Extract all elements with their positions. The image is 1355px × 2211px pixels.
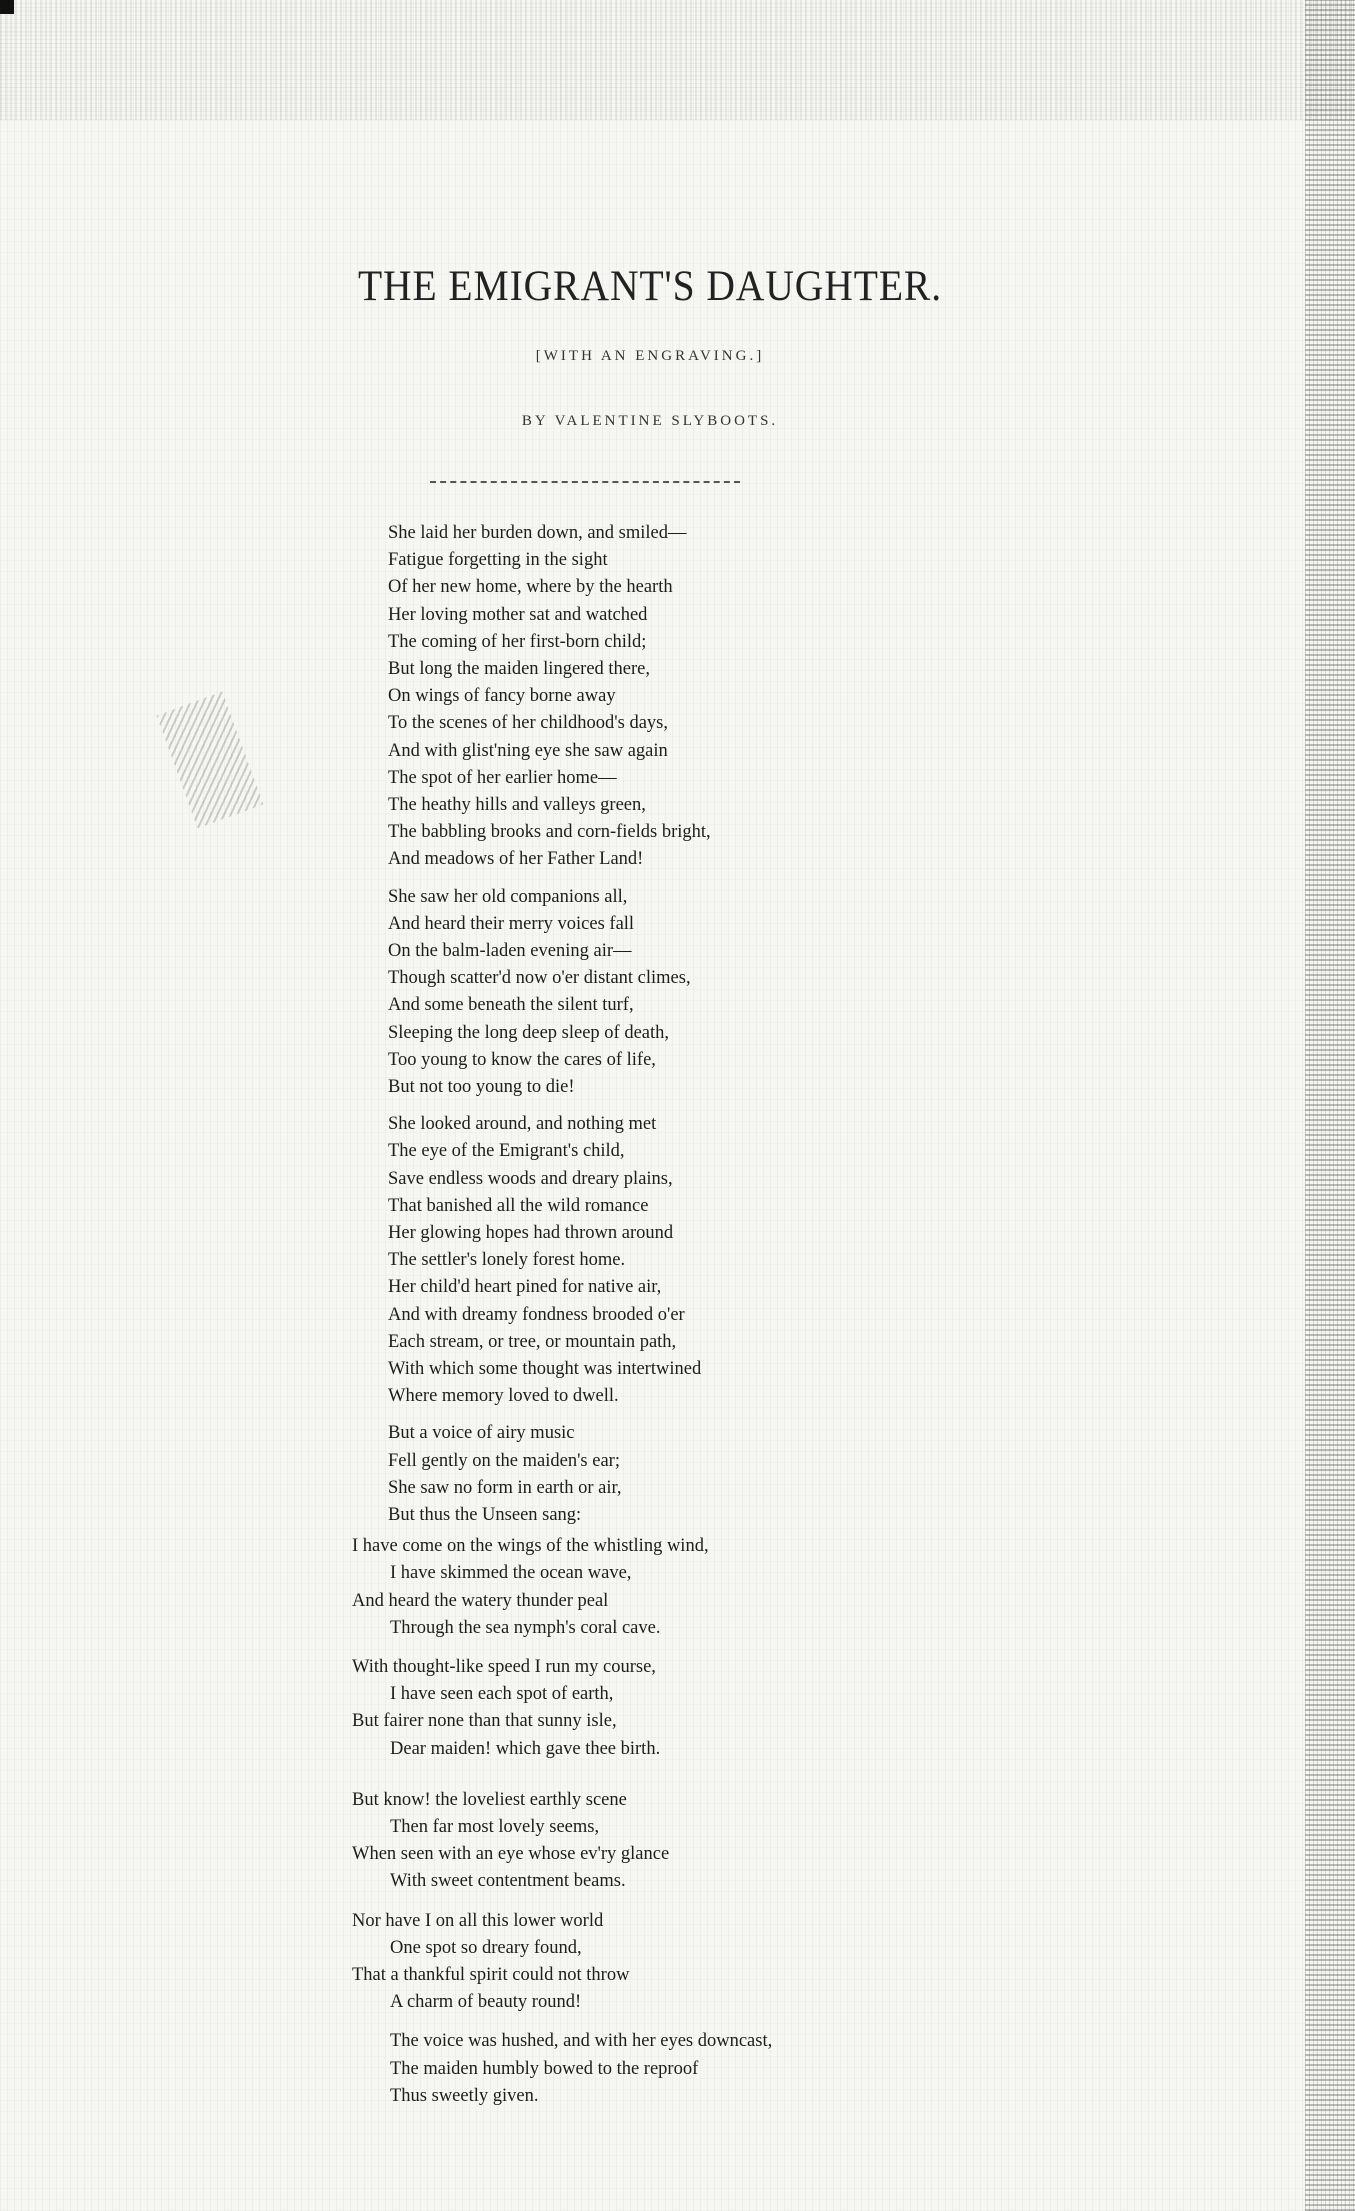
poem-line: Fell gently on the maiden's ear; bbox=[388, 1450, 620, 1471]
poem-line: Each stream, or tree, or mountain path, bbox=[388, 1331, 677, 1352]
poem-line: Of her new home, where by the hearth bbox=[388, 577, 673, 598]
poem-line: I have skimmed the ocean wave, bbox=[390, 1563, 632, 1584]
poem-line: And some beneath the silent turf, bbox=[388, 995, 634, 1016]
poem-line: With thought-like speed I run my course, bbox=[352, 1657, 656, 1677]
page-title: THE EMIGRANT'S DAUGHTER. bbox=[357, 263, 943, 310]
poem-line: The heathy hills and valleys green, bbox=[388, 795, 646, 815]
poem-line: But not too young to die! bbox=[388, 1077, 575, 1097]
poem-line: When seen with an eye whose ev'ry glance bbox=[352, 1844, 670, 1865]
poem-line: The babbling brooks and corn-fields bright, bbox=[388, 822, 711, 843]
poem-line: Save endless woods and dreary plains, bbox=[388, 1168, 673, 1189]
poem-line: On wings of fancy borne away bbox=[388, 686, 616, 707]
poem-line: The maiden humbly bowed to the reproof bbox=[390, 2058, 699, 2079]
poem-line: The settler's lonely forest home. bbox=[388, 1250, 626, 1271]
poem-line: A charm of beauty round! bbox=[390, 1992, 582, 2013]
poem-line: Her child'd heart pined for native air, bbox=[388, 1277, 662, 1298]
poem-line: Through the sea nymph's coral cave. bbox=[390, 1617, 661, 1638]
poem-line: But long the maiden lingered there, bbox=[388, 659, 651, 679]
poem-line: Thus sweetly given. bbox=[390, 2085, 539, 2106]
poem-line: She looked around, and nothing met bbox=[388, 1114, 657, 1135]
scan-right-edge bbox=[1305, 0, 1355, 2211]
poem-line: Her glowing hopes had thrown around bbox=[388, 1223, 674, 1243]
ink-stipple bbox=[157, 692, 264, 829]
poem-line: She saw her old companions all, bbox=[388, 886, 628, 907]
poem-line: Dear maiden! which gave thee birth. bbox=[390, 1738, 661, 1759]
poem-line: To the scenes of her childhood's days, bbox=[388, 713, 668, 734]
corner-mark bbox=[0, 0, 14, 14]
poem-line: Fatigue forgetting in the sight bbox=[388, 550, 608, 571]
poem-line: Nor have I on all this lower world bbox=[352, 1910, 604, 1931]
poem-line: And with dreamy fondness brooded o'er bbox=[388, 1304, 685, 1325]
poem-line: The coming of her first-born child; bbox=[388, 631, 647, 652]
poem-line: And heard the watery thunder peal bbox=[352, 1590, 609, 1611]
poem-line: I have seen each spot of earth, bbox=[390, 1684, 614, 1705]
poem-line: And heard their merry voices fall bbox=[388, 913, 635, 934]
poem-line: One spot so dreary found, bbox=[390, 1937, 582, 1958]
poem-line: Too young to know the cares of life, bbox=[388, 1049, 656, 1070]
poem-line: Sleeping the long deep sleep of death, bbox=[388, 1022, 670, 1043]
poem-line: And meadows of her Father Land! bbox=[388, 849, 644, 870]
engraving-note: [WITH AN ENGRAVING.] bbox=[535, 348, 765, 364]
poem-line: That banished all the wild romance bbox=[388, 1195, 649, 1216]
poem-line: That a thankful spirit could not throw bbox=[352, 1965, 630, 1985]
author-byline: BY VALENTINE SLYBOOTS. bbox=[521, 413, 779, 429]
poem-line: But thus the Unseen sang: bbox=[388, 1505, 582, 1525]
poem-line: Where memory loved to dwell. bbox=[388, 1386, 619, 1407]
poem-line: But know! the loveliest earthly scene bbox=[352, 1789, 627, 1810]
poem-line: Her loving mother sat and watched bbox=[388, 604, 648, 625]
dashed-rule bbox=[430, 481, 740, 483]
poem-line: But fairer none than that sunny isle, bbox=[352, 1711, 617, 1732]
poem-line: She laid her burden down, and smiled— bbox=[388, 523, 687, 543]
poem-line: I have come on the wings of the whistling wind, bbox=[352, 1536, 709, 1557]
poem-line: And with glist'ning eye she saw again bbox=[388, 740, 668, 761]
poem-line: With sweet contentment beams. bbox=[390, 1871, 626, 1892]
poem-line: But a voice of airy music bbox=[388, 1423, 575, 1444]
poem-line: The voice was hushed, and with her eyes downcast, bbox=[390, 2031, 773, 2052]
scan-noise-top bbox=[0, 0, 1355, 120]
poem-line: She saw no form in earth or air, bbox=[388, 1477, 622, 1498]
poem-line: Though scatter'd now o'er distant climes, bbox=[388, 968, 691, 989]
poem-line: The eye of the Emigrant's child, bbox=[388, 1141, 625, 1162]
poem-line: The spot of her earlier home— bbox=[388, 767, 617, 788]
poem-line: With which some thought was intertwined bbox=[388, 1359, 702, 1379]
poem-line: Then far most lovely seems, bbox=[390, 1817, 600, 1837]
poem-line: On the balm-laden evening air— bbox=[388, 941, 632, 961]
